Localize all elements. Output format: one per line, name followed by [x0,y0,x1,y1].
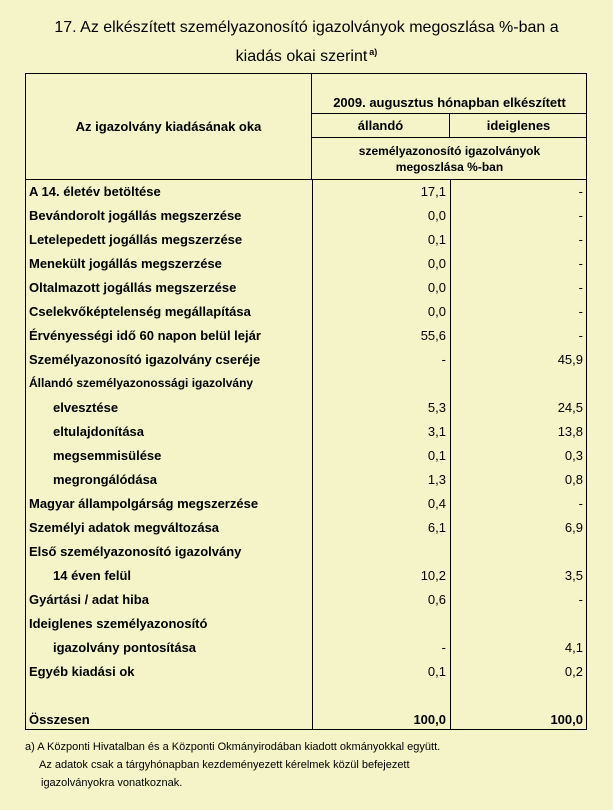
header-unit [312,138,587,180]
table-row [26,324,586,348]
total-label: Összesen [29,712,90,727]
table-body [26,180,586,684]
row-label: megrongálódása [53,472,158,487]
table-row [26,396,586,420]
value-temporary: - [578,304,583,319]
title-line-1: 17. Az elkészített személyazonosító igazolványok megoszlása %-ban a [54,19,559,36]
row-label: Magyar állampolgárság megszerzése [29,496,259,511]
row-label: elvesztése [53,400,119,415]
row-label: Állandó személyazonossági igazolvány [29,376,254,390]
table-row [26,564,586,588]
statistics-table [25,73,587,730]
table-row [26,636,586,660]
value-temporary: 0,3 [564,448,583,463]
row-label: Menekült jogállás megszerzése [29,256,222,271]
row-label: Oltalmazott jogállás megszerzése [29,280,237,295]
value-temporary: 0,8 [564,472,583,487]
table-row [26,444,586,468]
table-row [26,660,586,684]
value-permanent: 0,1 [427,448,446,463]
value-permanent: 55,6 [420,328,446,343]
row-label: igazolvány pontosítása [53,640,197,655]
table-row [26,204,586,228]
value-temporary: - [578,280,583,295]
header-permanent: állandó [312,114,450,138]
row-label: Bevándorolt jogállás megszerzése [29,208,242,223]
header-reason: Az igazolvány kiadásának oka [26,74,312,180]
table-row [26,492,586,516]
footnote-line-1: a) A Központi Hivatalban és a Központi Okmányirodában kiadott okmányokkal együtt. [25,741,441,753]
value-permanent: 0,0 [427,304,446,319]
table-row-total [26,708,586,732]
value-permanent: - [441,352,446,367]
footnote [25,738,595,792]
value-permanent: 0,0 [427,256,446,271]
value-temporary: - [578,592,583,607]
value-permanent: 0,4 [427,496,446,511]
value-permanent: 5,3 [427,400,446,415]
title-line-2-text: kiadás okai szerint [235,48,368,65]
header-unit-line-2: megoszlása %-ban [395,159,504,174]
value-permanent: 0,1 [427,664,446,679]
value-temporary: 6,9 [564,520,583,535]
title-footnote-mark: a) [369,47,378,57]
footnote-line-3: igazolványokra vonatkoznak. [41,777,183,789]
value-temporary: 3,5 [564,568,583,583]
table-row [26,300,586,324]
value-temporary: - [578,256,583,271]
value-permanent: 0,6 [427,592,446,607]
footnote-line-2: Az adatok csak a tárgyhónapban kezdeményezett kérelmek közül befejezett [39,759,410,771]
row-label: eltulajdonítása [53,424,145,439]
total-permanent: 100,0 [413,712,446,727]
value-permanent: 0,0 [427,208,446,223]
table-row [26,468,586,492]
value-permanent: 6,1 [427,520,446,535]
row-label: Érvényességi idő 60 napon belül lejár [29,328,261,343]
row-label: Első személyazonosító igazolvány [29,544,242,559]
page-title [0,16,613,69]
title-line-2 [0,40,613,69]
row-label: Letelepedett jogállás megszerzése [29,232,243,247]
value-temporary: - [578,496,583,511]
value-temporary: 24,5 [557,400,583,415]
total-temporary: 100,0 [550,712,583,727]
table-row [26,276,586,300]
table-row [26,180,586,204]
table-row [26,516,586,540]
row-label: Ideiglenes személyazonosító [29,616,208,631]
table-row-group-heading [26,612,586,636]
value-temporary: - [578,184,583,199]
value-permanent: - [441,640,446,655]
value-permanent: 3,1 [427,424,446,439]
row-label: Személyazonosító igazolvány cseréje [29,352,261,367]
row-label: megsemmisülése [53,448,162,463]
value-temporary: - [578,208,583,223]
value-temporary: 0,2 [564,664,583,679]
row-label: A 14. életév betöltése [29,184,161,199]
table-row [26,252,586,276]
value-temporary: 45,9 [557,352,583,367]
value-temporary: - [578,328,583,343]
table-row [26,588,586,612]
value-permanent: 0,1 [427,232,446,247]
value-temporary: - [578,232,583,247]
table-row [26,348,586,372]
header-unit-line-1: személyazonosító igazolványok [358,143,541,158]
value-permanent: 17,1 [420,184,446,199]
header-period: 2009. augusztus hónapban elkészített [312,74,587,114]
row-label: 14 éven felül [53,568,132,583]
row-label: Egyéb kiadási ok [29,664,135,679]
row-label: Gyártási / adat hiba [29,592,149,607]
value-permanent: 1,3 [427,472,446,487]
value-temporary: 13,8 [557,424,583,439]
table-row-group-heading [26,372,586,396]
table-row-group-heading [26,540,586,564]
header-temporary: ideiglenes [450,114,587,138]
value-permanent: 0,0 [427,280,446,295]
table-row [26,228,586,252]
value-temporary: 4,1 [564,640,583,655]
value-permanent: 10,2 [420,568,446,583]
table-row [26,420,586,444]
row-label: Személyi adatok megváltozása [29,520,220,535]
row-label: Cselekvőképtelenség megállapítása [29,304,251,319]
